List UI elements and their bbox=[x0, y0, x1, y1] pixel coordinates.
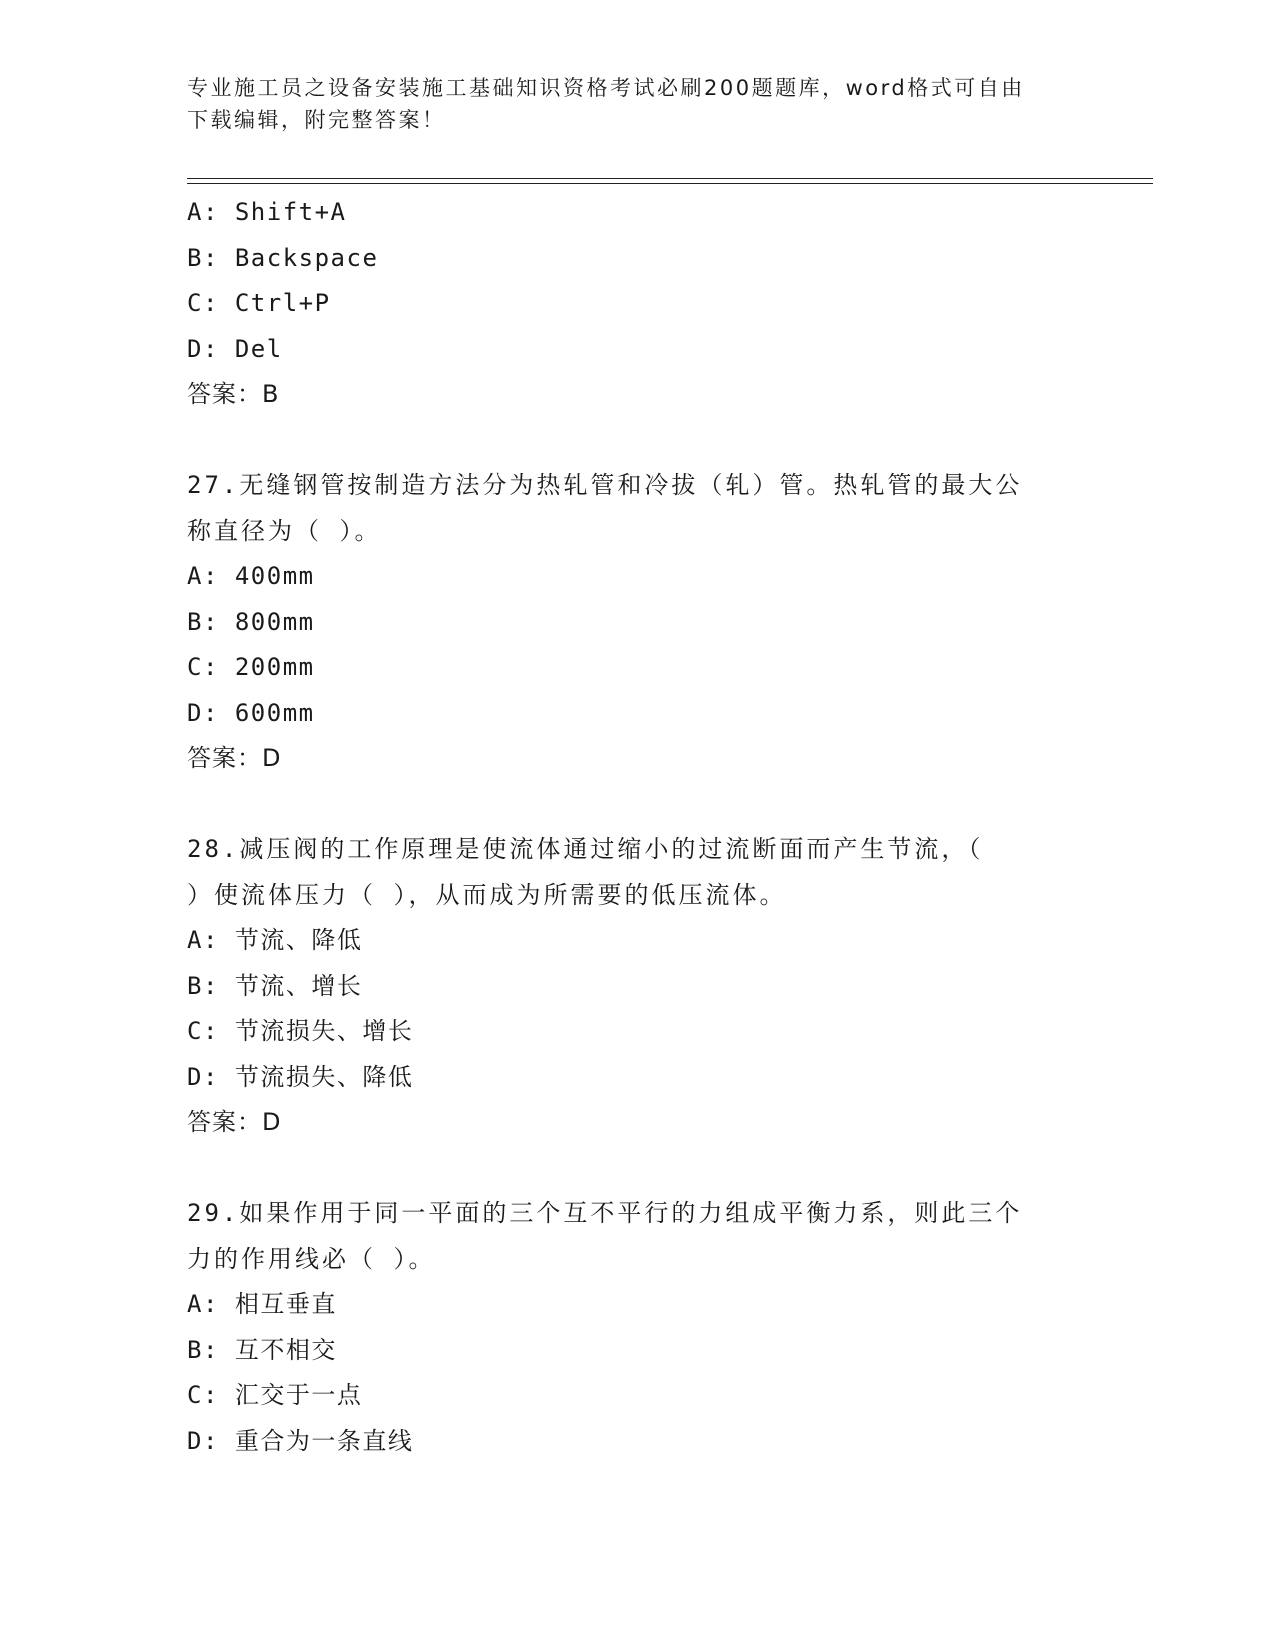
option-d: D: 节流损失、降低 bbox=[187, 1062, 414, 1091]
question-26 bbox=[187, 190, 1087, 418]
option-d: D: 重合为一条直线 bbox=[187, 1426, 414, 1455]
question-text-line-1: 29.如果作用于同一平面的三个互不平行的力组成平衡力系，则此三个 bbox=[187, 1199, 1023, 1227]
spacer bbox=[187, 418, 1087, 464]
spacer bbox=[187, 1146, 1087, 1192]
answer: 答案：B bbox=[187, 380, 280, 408]
question-text-line-2: 力的作用线必（ ）。 bbox=[187, 1244, 436, 1273]
option-d: D: 600mm bbox=[187, 698, 315, 727]
header-divider-bottom bbox=[187, 183, 1153, 184]
question-text-line-2: ）使流体压力（ ），从而成为所需要的低压流体。 bbox=[187, 880, 787, 909]
option-b: B: 节流、增长 bbox=[187, 971, 363, 1000]
option-a: A: 相互垂直 bbox=[187, 1290, 337, 1318]
option-d: D: Del bbox=[187, 334, 283, 363]
option-b: B: Backspace bbox=[187, 243, 379, 272]
option-c: C: Ctrl+P bbox=[187, 289, 331, 317]
header-line-1: 专业施工员之设备安装施工基础知识资格考试必刷200题题库，word格式可自由 bbox=[187, 76, 1025, 100]
option-a: A: 400mm bbox=[187, 562, 315, 590]
option-c: C: 汇交于一点 bbox=[187, 1381, 363, 1409]
option-b: B: 互不相交 bbox=[187, 1335, 337, 1364]
question-text-line-2: 称直径为（ ）。 bbox=[187, 516, 382, 545]
header-divider-top bbox=[187, 178, 1153, 179]
spacer bbox=[187, 782, 1087, 828]
header-line-2: 下载编辑，附完整答案！ bbox=[187, 108, 446, 132]
question-text-line-1: 27.无缝钢管按制造方法分为热轧管和冷拔（轧）管。热轧管的最大公 bbox=[187, 471, 1023, 499]
option-a: A: 节流、降低 bbox=[187, 926, 363, 954]
answer: 答案：D bbox=[187, 744, 282, 772]
question-29 bbox=[187, 1191, 1087, 1464]
option-b: B: 800mm bbox=[187, 607, 315, 636]
option-c: C: 200mm bbox=[187, 653, 315, 681]
answer: 答案：D bbox=[187, 1108, 282, 1136]
question-27 bbox=[187, 463, 1087, 782]
question-28 bbox=[187, 827, 1087, 1146]
page-header bbox=[187, 72, 1067, 136]
question-text-line-1: 28.减压阀的工作原理是使流体通过缩小的过流断面而产生节流，（ bbox=[187, 835, 984, 863]
option-c: C: 节流损失、增长 bbox=[187, 1017, 414, 1045]
question-list bbox=[187, 190, 1087, 1464]
option-a: A: Shift+A bbox=[187, 198, 347, 226]
